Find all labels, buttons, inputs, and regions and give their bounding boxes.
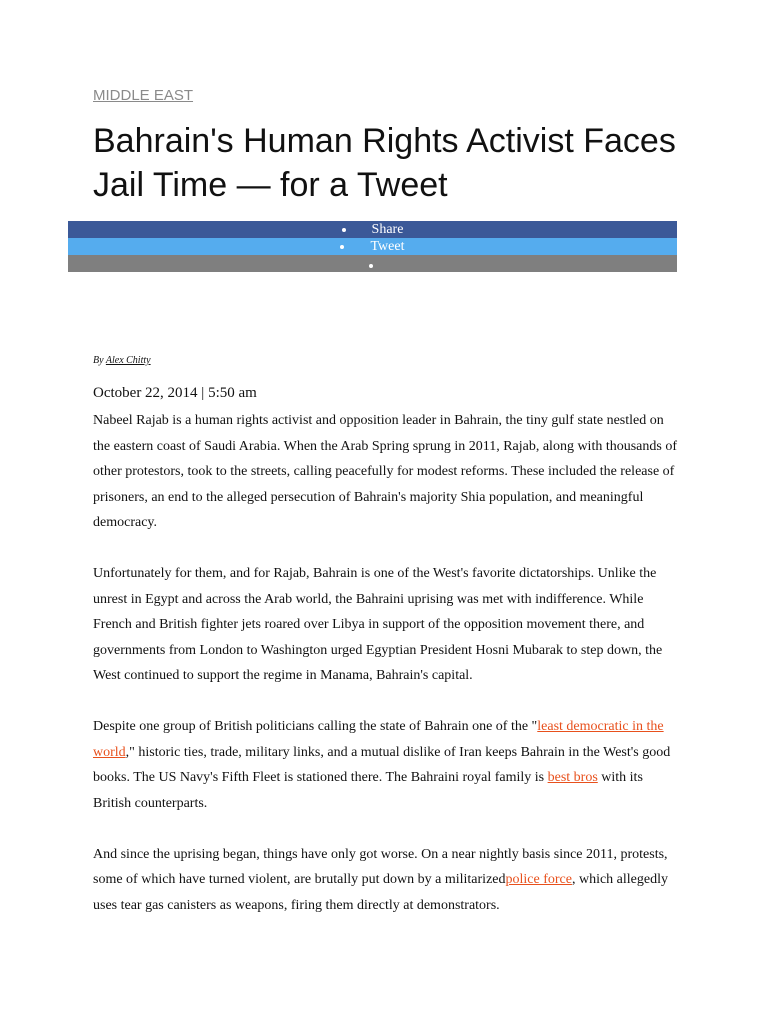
more-share-button[interactable]: [68, 255, 677, 272]
article-body: [93, 408, 683, 944]
bullet-icon: [340, 245, 344, 249]
article-paragraph-1: Nabeel Rajab is a human rights activist and opposition leader in Bahrain, the tiny gulf state nestled on the eastern coast of Saudi Arabia. When the Arab Spring sprung in 2011, Rajab, along with thousands of other protestors, took to the streets, calling peacefully for modest reforms. These included the release of prisoners, an end to the alleged persecution of Bahrain's majority Shia population, and meaningful democracy.: [93, 413, 678, 530]
paragraph-text: Despite one group of British politicians calling the state of Bahrain one of the ": [93, 719, 538, 734]
bullet-icon: [342, 228, 346, 232]
article-paragraph-4: [93, 842, 683, 919]
section-link-middle-east[interactable]: MIDDLE EAST: [93, 87, 194, 104]
bullet-icon: [369, 264, 373, 268]
article-paragraph-3: [93, 714, 683, 816]
paragraph-text: And since the uprising began, things have only got worse. On a near nightly basis since 2011, protests, some of which have turned violent, are brutally put down by a militarized: [93, 846, 668, 887]
article-headline: Bahrain's Human Rights Activist Faces Jail Time — for a Tweet: [93, 122, 676, 204]
byline-prefix: By: [93, 355, 104, 366]
police-force-link[interactable]: police force: [505, 872, 572, 887]
more-share-item: [371, 262, 375, 266]
publish-date: October 22, 2014 | 5:50 am: [93, 385, 257, 401]
facebook-share-item: [342, 221, 404, 238]
paragraph-text: with its British counterparts.: [93, 770, 643, 811]
twitter-tweet-label: Tweet: [370, 239, 405, 254]
author-link[interactable]: Alex Chitty: [105, 355, 151, 366]
facebook-share-button[interactable]: [68, 221, 677, 238]
paragraph-text: , which allegedly uses tear gas canisters as weapons, firing them directly at demonstrators.: [93, 872, 668, 913]
twitter-tweet-button[interactable]: [68, 238, 677, 255]
least-democratic-link[interactable]: least democratic in the world: [93, 719, 664, 760]
byline: [93, 355, 151, 366]
article-paragraph-2: Unfortunately for them, and for Rajab, Bahrain is one of the West's favorite dictatorships. Unlike the unrest in Egypt and across the Arab world, the Bahraini uprising was met with indifference. While French and British fighter jets roared over Libya in support of the opposition movement there, and governments from London to Washington urged Egyptian President Hosni Mubarak to step down, the West continued to support the regime in Manama, Bahrain's capital.: [93, 566, 663, 683]
facebook-share-label: Share: [371, 222, 404, 237]
twitter-tweet-item: [340, 238, 404, 255]
paragraph-text: ," historic ties, trade, military links, and a mutual dislike of Iran keeps Bahrain in the West's good books. The US Navy's Fifth Fleet is stationed there. The Bahraini royal family is: [93, 744, 671, 785]
best-bros-link[interactable]: best bros: [547, 770, 598, 785]
